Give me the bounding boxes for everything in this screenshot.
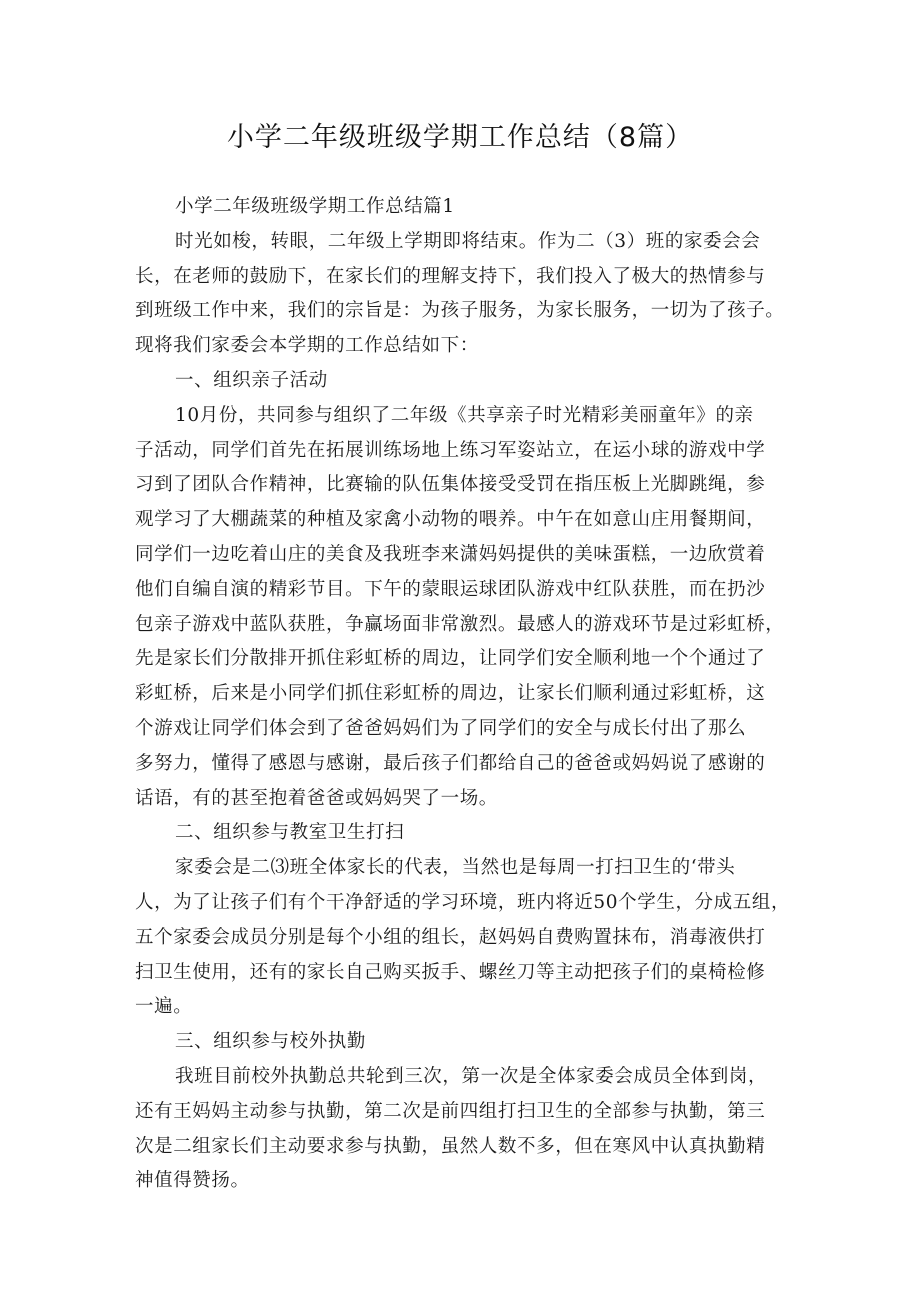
text-line: 次是二组家长们主动要求参与执勤，虽然人数不多，但在寒风中认真执勤精 bbox=[135, 1135, 766, 1157]
text-line: 先是家长们分散排开抓住彩虹桥的周边，让同学们安全顺利地一个个通过了 bbox=[135, 648, 766, 670]
text-line: 一、组织亲子活动 bbox=[175, 369, 328, 391]
text-line: 还有王妈妈主动参与执勤，第二次是前四组打扫卫生的全部参与执勤，第三 bbox=[135, 1100, 766, 1122]
text-line: 包亲子游戏中蓝队获胜，争赢场面非常激烈。最感人的游戏环节是过彩虹桥， bbox=[135, 613, 785, 635]
text-line: 他们自编自演的精彩节目。下午的蒙眼运球团队游戏中红队获胜，而在扔沙 bbox=[135, 578, 766, 600]
text-line: 子活动，同学们首先在拓展训练场地上练习军姿站立，在运小球的游戏中学 bbox=[135, 439, 766, 461]
text-line: 到班级工作中来，我们的宗旨是：为孩子服务，为家长服务，一切为了孩子。 bbox=[135, 300, 785, 322]
text-line: 神值得赞扬。 bbox=[135, 1170, 250, 1192]
text-line: 多努力，懂得了感恩与感谢，最后孩子们都给自己的爸爸或妈妈说了感谢的 bbox=[135, 752, 766, 774]
text-line: 观学习了大棚蔬菜的种植及家禽小动物的喂养。中午在如意山庄用餐期间， bbox=[135, 509, 766, 531]
text-line: 彩虹桥，后来是小同学们抓住彩虹桥的周边，让家长们顺利通过彩虹桥，这 bbox=[135, 683, 766, 705]
text-line: 现将我们家委会本学期的工作总结如下： bbox=[135, 335, 479, 357]
text-line: 话语，有的甚至抱着爸爸或妈妈哭了一场。 bbox=[135, 787, 498, 809]
text-line: 五个家委会成员分别是每个小组的组长，赵妈妈自费购置抹布，消毒液供打 bbox=[135, 926, 766, 948]
text-line: 同学们一边吃着山庄的美食及我班李来潇妈妈提供的美味蛋糕，一边欣赏着 bbox=[135, 543, 766, 565]
document-body bbox=[135, 190, 790, 1199]
text-line: 一遍。 bbox=[135, 996, 193, 1018]
text-line: 习到了团队合作精神，比赛输的队伍集体接受受罚在指压板上光脚跳绳，参 bbox=[135, 474, 766, 496]
text-line: 10月份，共同参与组织了二年级《共享亲子时光精彩美丽童年》的亲 bbox=[175, 404, 754, 426]
text-line: 我班目前校外执勤总共轮到三次，第一次是全体家委会成员全体到岗， bbox=[175, 1065, 768, 1087]
text-line: 小学二年级班级学期工作总结篇1 bbox=[175, 196, 455, 217]
text-line: 时光如梭，转眼，二年级上学期即将结束。作为二（3）班的家委会会 bbox=[175, 230, 761, 252]
text-line: 人，为了让孩子们有个干净舒适的学习环境，班内将近50个学生，分成五组， bbox=[135, 891, 791, 913]
document-title: 小学二年级班级学期工作总结（8篇） bbox=[226, 122, 694, 153]
text-line: 长，在老师的鼓励下，在家长们的理解支持下，我们投入了极大的热情参与 bbox=[135, 265, 766, 287]
text-line: 个游戏让同学们体会到了爸爸妈妈们为了同学们的安全与成长付出了那么 bbox=[135, 717, 747, 739]
text-line: 扫卫生使用，还有的家长自己购买扳手、螺丝刀等主动把孩子们的桌椅检修 bbox=[135, 961, 766, 983]
text-line: 二、组织参与教室卫生打扫 bbox=[175, 822, 405, 844]
text-line: 家委会是二⑶班全体家长的代表，当然也是每周一打扫卫生的‘带头 bbox=[175, 857, 736, 879]
text-line: 三、组织参与校外执勤 bbox=[175, 1031, 367, 1053]
